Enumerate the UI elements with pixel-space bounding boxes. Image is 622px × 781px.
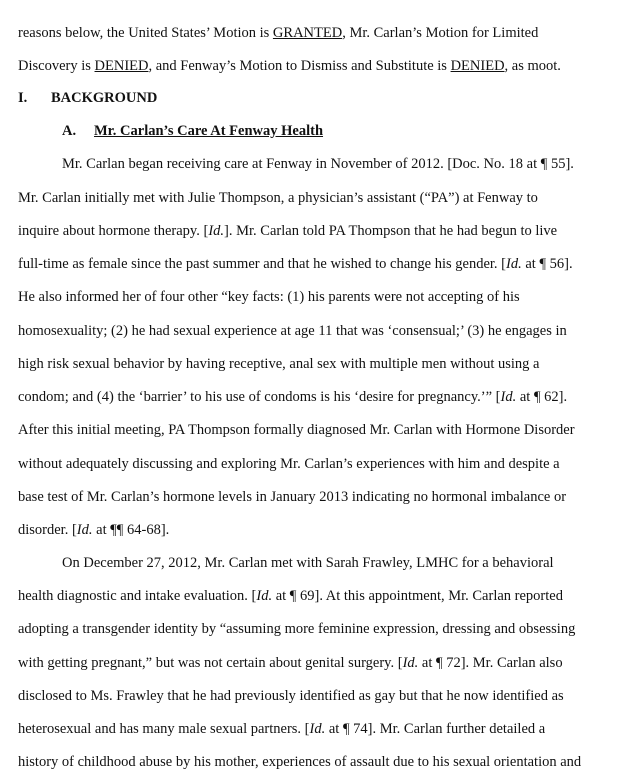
text: heterosexual and has many male sexual partners. [ bbox=[18, 721, 310, 737]
text: with getting pregnant,” but was not certain about genital surgery. [ bbox=[18, 655, 403, 671]
text: adopting a transgender identity by “assuming more feminine expression, dressing and obsessing bbox=[18, 621, 576, 637]
subsection-heading bbox=[62, 122, 324, 140]
citation-id: Id. bbox=[208, 223, 225, 239]
text: ]. Mr. Carlan told PA Thompson that he had begun to live bbox=[224, 223, 558, 239]
text: without adequately discussing and exploring Mr. Carlan’s experiences with him and despite a bbox=[18, 456, 560, 472]
citation-id: Id. bbox=[309, 721, 326, 737]
para1-line-8 bbox=[18, 388, 567, 406]
denied-ruling: DENIED bbox=[450, 58, 505, 74]
para2-line-1 bbox=[62, 554, 554, 572]
citation-id: Id. bbox=[500, 389, 517, 405]
text: condom; and (4) the ‘barrier’ to his use of condoms is his ‘desire for pregnancy.’” [ bbox=[18, 389, 501, 405]
section-title: BACKGROUND bbox=[51, 90, 158, 106]
text: at ¶ 56]. bbox=[521, 256, 573, 272]
section-number: I. bbox=[18, 90, 28, 106]
text: at ¶ 72]. Mr. Carlan also bbox=[418, 655, 563, 671]
para1-line-5 bbox=[18, 288, 520, 306]
subsection-title: Mr. Carlan’s Care At Fenway Health bbox=[94, 123, 324, 139]
subsection-letter: A. bbox=[62, 123, 77, 139]
para2-line-4 bbox=[18, 654, 563, 672]
para2-line-2 bbox=[18, 587, 563, 605]
text: full-time as female since the past summer and that he wished to change his gender. [ bbox=[18, 256, 507, 272]
text: He also informed her of four other “key facts: (1) his parents were not accepting of his bbox=[18, 289, 520, 305]
text: at ¶ 74]. Mr. Carlan further detailed a bbox=[325, 721, 546, 737]
text: , as moot. bbox=[504, 58, 561, 74]
para1-line-3 bbox=[18, 222, 557, 240]
para1-line-7 bbox=[18, 355, 539, 373]
text: health diagnostic and intake evaluation. [ bbox=[18, 588, 257, 604]
para2-line-5 bbox=[18, 687, 564, 705]
para1-line-4 bbox=[18, 255, 573, 273]
citation-id: Id. bbox=[256, 588, 273, 604]
text: high risk sexual behavior by having receptive, anal sex with multiple men without using a bbox=[18, 356, 540, 372]
text: inquire about hormone therapy. [ bbox=[18, 223, 209, 239]
text: After this initial meeting, PA Thompson formally diagnosed Mr. Carlan with Hormone Disorder bbox=[18, 422, 575, 438]
text: Discovery is bbox=[18, 58, 95, 74]
para2-line-3 bbox=[18, 620, 575, 638]
para1-line-6 bbox=[18, 322, 567, 340]
text: , and Fenway’s Motion to Dismiss and Substitute is bbox=[148, 58, 451, 74]
text: base test of Mr. Carlan’s hormone levels in January 2013 indicating no hormonal imbalance or bbox=[18, 489, 567, 505]
para1-line-10 bbox=[18, 455, 560, 473]
text: On December 27, 2012, Mr. Carlan met with Sarah Frawley, LMHC for a behavioral bbox=[62, 555, 554, 571]
para1-line-2 bbox=[18, 189, 538, 207]
text: Mr. Carlan initially met with Julie Thompson, a physician’s assistant (“PA”) at Fenway to bbox=[18, 190, 538, 206]
intro-line-1 bbox=[18, 24, 538, 42]
para1-line-9 bbox=[18, 421, 575, 439]
para1-line-12 bbox=[18, 521, 169, 539]
citation-id: Id. bbox=[402, 655, 419, 671]
para2-line-6 bbox=[18, 720, 545, 738]
granted-ruling: GRANTED bbox=[272, 25, 343, 41]
para1-line-1 bbox=[62, 155, 574, 173]
text: Mr. Carlan began receiving care at Fenway in November of 2012. [Doc. No. 18 at ¶ 55]. bbox=[62, 156, 574, 172]
citation-id: Id. bbox=[506, 256, 522, 272]
para1-line-11 bbox=[18, 488, 566, 506]
para2-line-7 bbox=[18, 753, 581, 771]
text: disorder. [ bbox=[18, 522, 77, 538]
section-heading bbox=[18, 89, 158, 107]
text: at ¶ 69]. At this appointment, Mr. Carlan reported bbox=[272, 588, 563, 604]
text: reasons below, the United States’ Motion is bbox=[18, 25, 273, 41]
text: history of childhood abuse by his mother, experiences of assault due to his sexual orientation and bbox=[18, 754, 582, 770]
text: at ¶ 62]. bbox=[516, 389, 568, 405]
citation-id: Id. bbox=[76, 522, 93, 538]
text: , Mr. Carlan’s Motion for Limited bbox=[342, 25, 539, 41]
intro-line-2 bbox=[18, 57, 561, 75]
denied-ruling: DENIED bbox=[94, 58, 149, 74]
text: homosexuality; (2) he had sexual experience at age 11 that was ‘consensual;’ (3) he engages in bbox=[18, 323, 567, 339]
text: disclosed to Ms. Frawley that he had previously identified as gay but that he now identified as bbox=[18, 688, 564, 704]
text: at ¶¶ 64-68]. bbox=[92, 522, 170, 538]
